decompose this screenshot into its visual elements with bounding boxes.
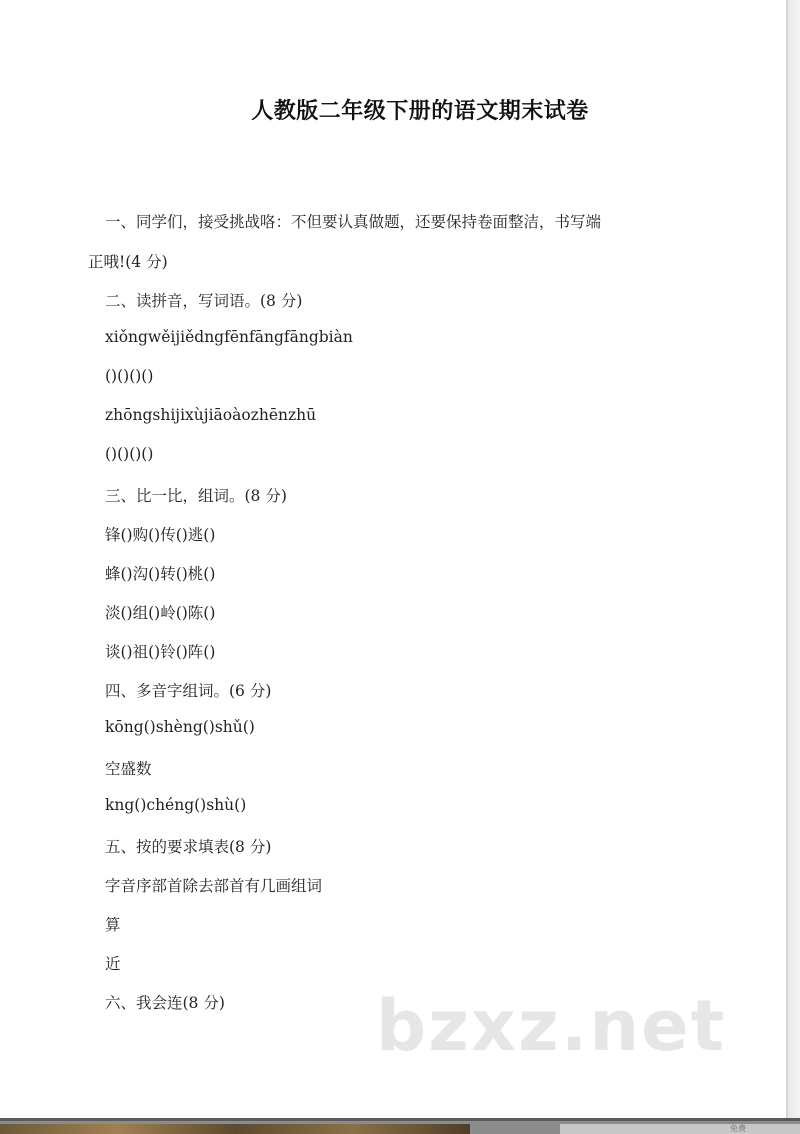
bottom-bar-divider (0, 1118, 800, 1121)
question-4-heading: 四、多音字组词。(6 分) (105, 682, 272, 700)
question-2-heading: 二、读拼音，写词语。(8 分) (105, 292, 303, 310)
pinyin-row-1: xiǒngwěijiědngfēnfāngfāngbiàn (105, 328, 353, 346)
compare-row-4: 谈()祖()铃()阵() (105, 643, 216, 661)
document-title: 人教版二年级下册的语文期末试卷 (251, 99, 589, 124)
question-3-heading: 三、比一比，组词。(8 分) (105, 487, 287, 505)
blank-row-1: ()()()() (105, 367, 154, 385)
table-header-row: 字音序部首除去部首有几画组词 (105, 877, 323, 895)
question-6-heading: 六、我会连(8 分) (105, 994, 225, 1012)
question-1-line-2: 正哦!(4 分) (88, 253, 168, 271)
compare-row-1: 锋()购()传()逃() (105, 526, 216, 544)
polyphone-chars: 空盛数 (105, 760, 152, 778)
table-row-jin: 近 (105, 955, 121, 973)
question-5-heading: 五、按的要求填表(8 分) (105, 838, 272, 856)
page-edge-shadow (786, 0, 800, 1118)
image-strip (0, 1124, 470, 1134)
compare-row-2: 蜂()沟()转()桃() (105, 565, 216, 583)
question-1-line-1: 一、同学们，接受挑战咯：不但要认真做题，还要保持卷面整洁，书写端 (105, 213, 602, 231)
watermark: bzxz.net (376, 985, 727, 1067)
bottom-bar-corner (560, 1124, 800, 1134)
pinyin-row-2: zhōngshijixùjiāoàozhēnzhū (105, 406, 317, 424)
viewer-bottom-bar (0, 1118, 800, 1134)
footer-text: 免费 (730, 1124, 746, 1133)
polyphone-row-1: kōng()shèng()shǔ() (105, 718, 255, 736)
compare-row-3: 淡()组()岭()陈() (105, 604, 216, 622)
polyphone-row-2: kng()chéng()shù() (105, 796, 247, 814)
table-row-suan: 算 (105, 916, 121, 934)
blank-row-2: ()()()() (105, 445, 154, 463)
